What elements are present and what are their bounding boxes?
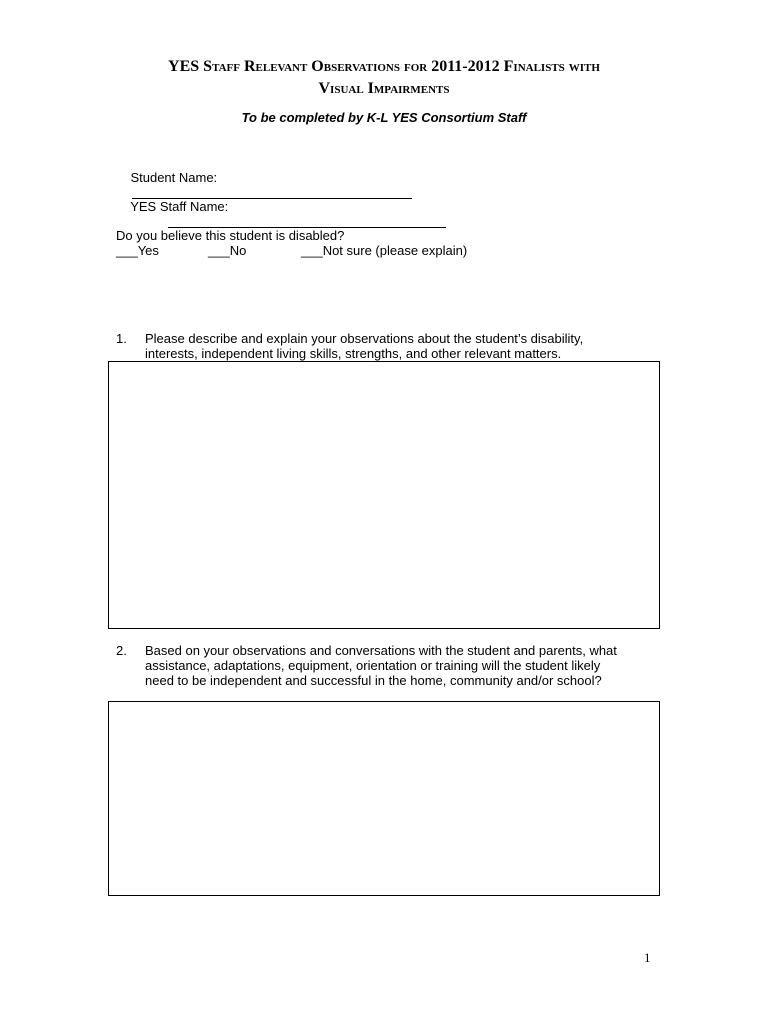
form-title	[60, 56, 708, 100]
question-1-answer-box[interactable]	[108, 361, 660, 629]
form-subtitle: To be completed by K-L YES Consortium Staff	[241, 110, 527, 125]
page-number: 1	[644, 950, 651, 965]
question-2-number: 2.	[116, 643, 127, 658]
staff-name-field[interactable]	[168, 215, 446, 228]
staff-name-label: YES Staff Name:	[130, 199, 229, 214]
question-1-line-2: interests, independent living skills, strengths, and other relevant matters.	[145, 346, 562, 361]
disability-option-no[interactable]: ___No	[208, 243, 247, 258]
question-1-line-1: Please describe and explain your observations about the student’s disability,	[145, 331, 584, 346]
question-2-line-2: assistance, adaptations, equipment, orientation or training will the student likely	[145, 658, 601, 673]
question-1-text	[145, 331, 645, 361]
disability-option-yes[interactable]: ___Yes	[116, 243, 159, 258]
question-2-answer-box[interactable]	[108, 701, 660, 896]
disability-option-not-sure[interactable]: ___Not sure (please explain)	[301, 243, 468, 258]
question-2-text	[145, 643, 645, 688]
question-2-line-3: need to be independent and successful in the home, community and/or school?	[145, 673, 602, 688]
form-title-line-2: Visual Impairments	[318, 80, 450, 97]
question-2-line-1: Based on your observations and conversations with the student and parents, what	[145, 643, 617, 658]
question-1-number: 1.	[116, 331, 127, 346]
student-name-label: Student Name:	[130, 170, 218, 185]
form-title-line-1: YES Staff Relevant Observations for 2011-2012 Finalists with	[168, 58, 600, 75]
disability-question-prompt: Do you believe this student is disabled?	[116, 228, 345, 243]
